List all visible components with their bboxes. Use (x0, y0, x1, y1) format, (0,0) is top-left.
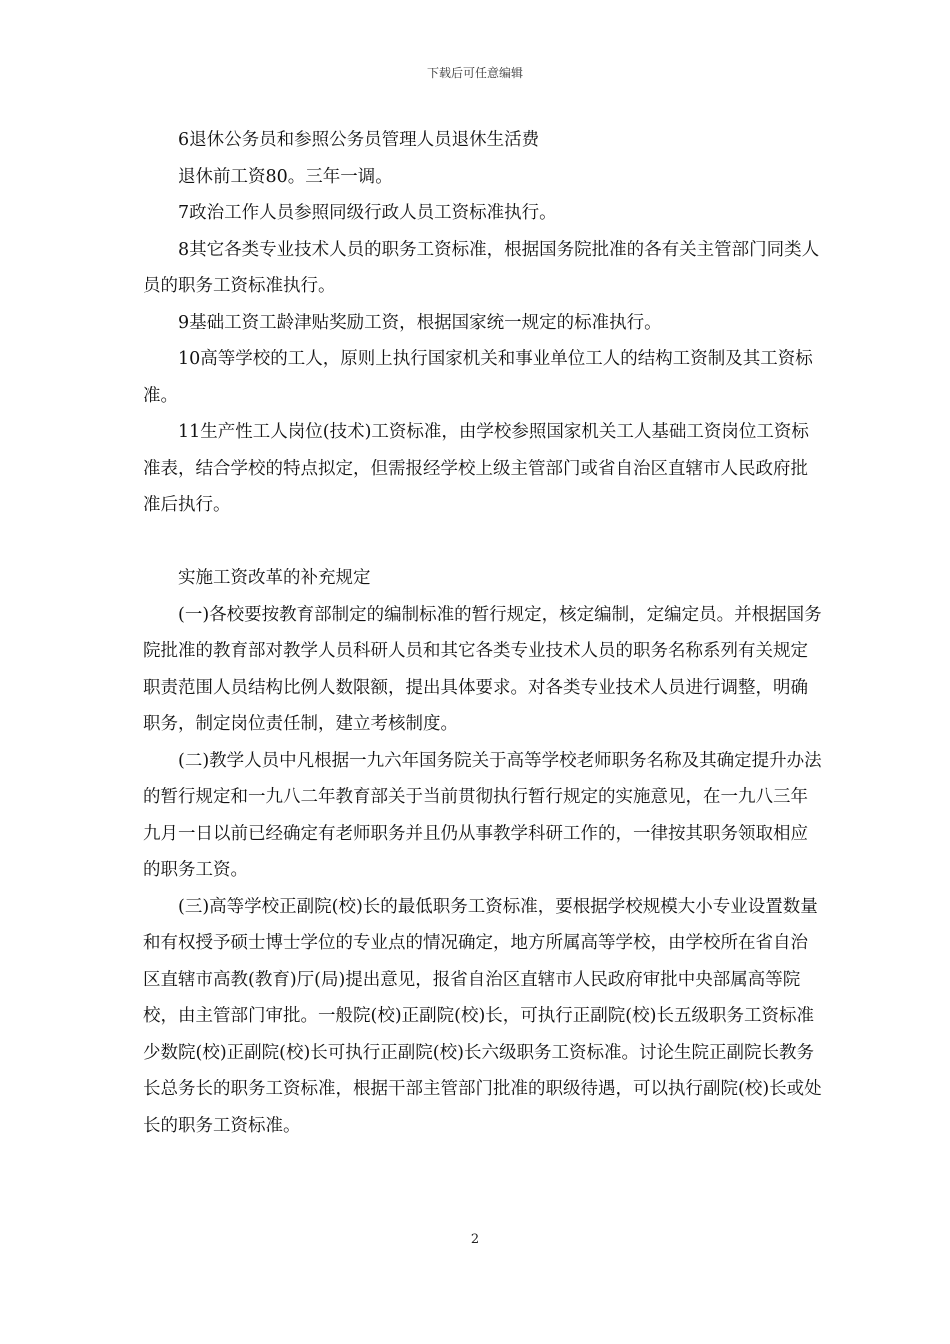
section-gap (143, 524, 823, 561)
paragraph-7: 7政治工作人员参照同级行政人员工资标准执行。 (178, 203, 557, 223)
paragraph-9: 9基础工资工龄津贴奖励工资，根据国家统一规定的标准执行。 (178, 312, 662, 333)
paragraph-supplement-2: (二)教学人员中凡根据一九六年国务院关于高等学校老师职务名称及其确定提升办法的暂行规定和一九八二年教育部关于当前贯彻执行暂行规定的实施意见，在一九八三年九月一日以前已经确定有老师职务并且仍从事教学科研工作的，一律按其职务领取相应的职务工资。 (143, 750, 822, 880)
paragraph-supplement-1: (一)各校要按教育部制定的编制标准的暂行规定，核定编制，定编定员。并根据国务院批准的教育部对教学人员科研人员和其它各类专业技术人员的职务名称系列有关规定职责范围人员结构比例人数限额，提出具体要求。对各类专业技术人员进行调整，明确职务，制定岗位责任制，建立考核制度。 (143, 604, 822, 734)
paragraph-6-detail: 退休前工资80。三年一调。 (178, 166, 393, 187)
document-body (143, 122, 823, 1144)
paragraph-8: 8其它各类专业技术人员的职务工资标准，根据国务院批准的各有关主管部门同类人员的职务工资标准执行。 (143, 239, 820, 296)
paragraph-10: 10高等学校的工人，原则上执行国家机关和事业单位工人的结构工资制及其工资标准。 (143, 349, 813, 406)
paragraph-6: 6退休公务员和参照公务员管理人员退休生活费 (178, 130, 540, 150)
section-heading: 实施工资改革的补充规定 (178, 568, 371, 588)
page-header: 下载后可任意编辑 (426, 66, 523, 80)
paragraph-supplement-3: (三)高等学校正副院(校)长的最低职务工资标准，要根据学校规模大小专业设置数量和有权授予硕士博士学位的专业点的情况确定，地方所属高等学校，由学校所在省自治区直辖市高教(教育)厅(局)提出意见，报省自治区直辖市人民政府审批中央部属高等院校，由主管部门审批。一般院(校)正副院(校)长，可执行正副院(校)长五级职务工资标准少数院(校)正副院(校)长可执行正副院(校)长六级职务工资标准。讨论生院正副院长教务长总务长的职务工资标准，根据干部主管部门批准的职级待遇，可以执行副院(校)长或处长的职务工资标准。 (143, 896, 822, 1136)
paragraph-11: 11生产性工人岗位(技术)工资标准，由学校参照国家机关工人基础工资岗位工资标准表，结合学校的特点拟定，但需报经学校上级主管部门或省自治区直辖市人民政府批准后执行。 (143, 422, 809, 515)
page-number: 2 (470, 1232, 480, 1247)
